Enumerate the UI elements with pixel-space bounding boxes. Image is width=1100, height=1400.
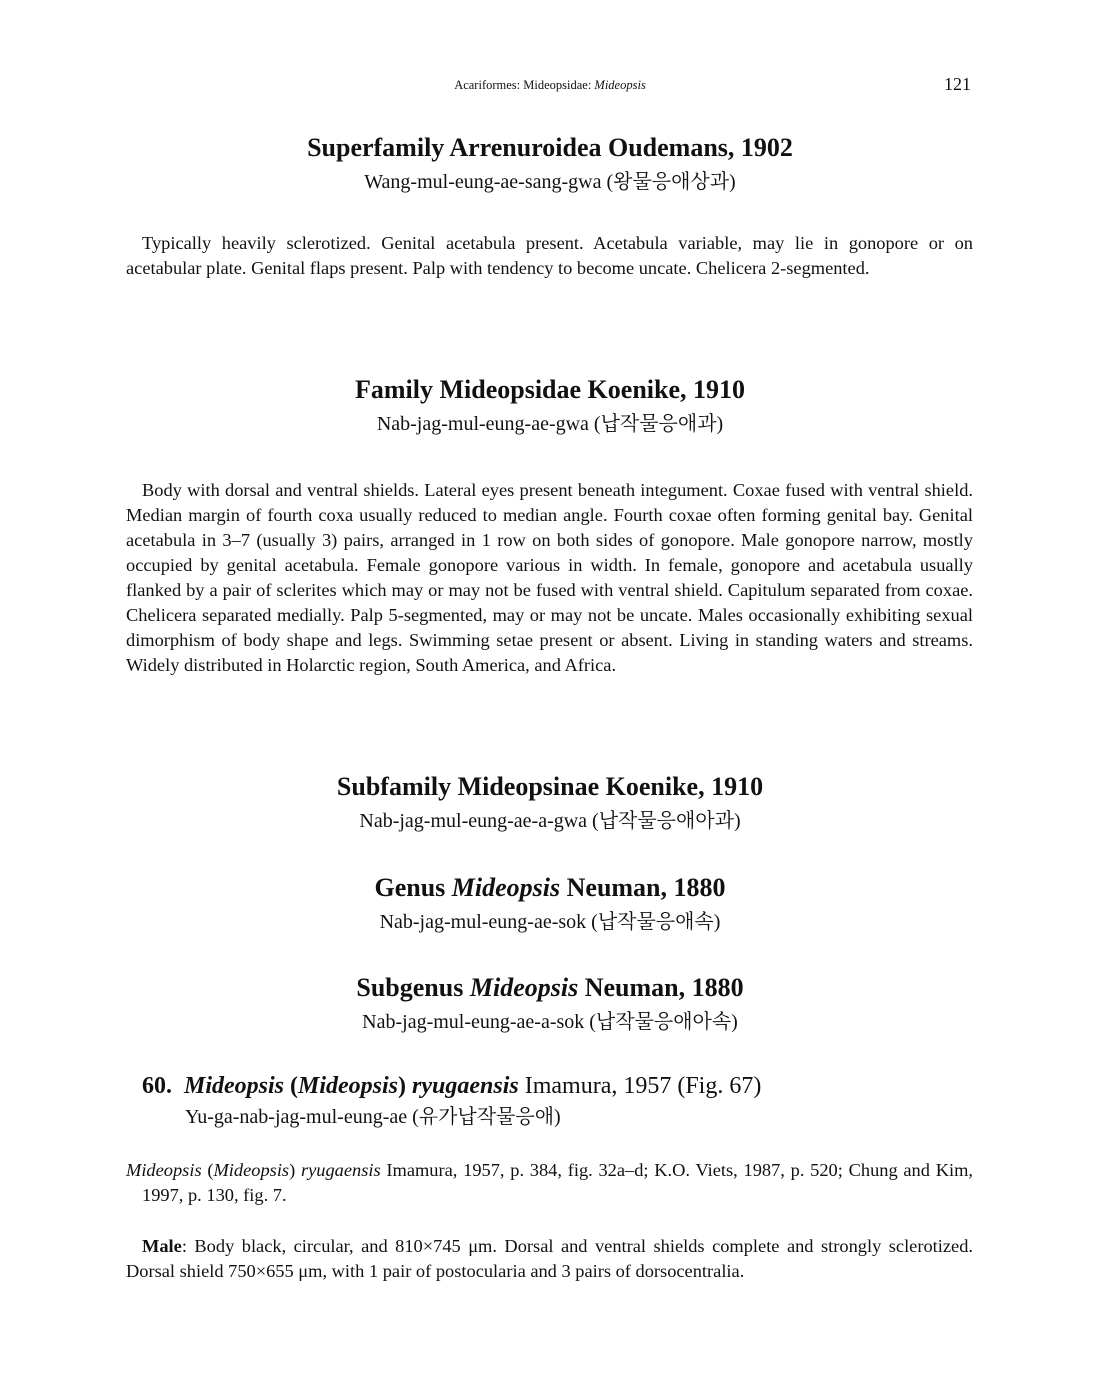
subfamily-romanized: Nab-jag-mul-eung-ae-a-gwa (납작물응애아과) — [359, 810, 741, 832]
genus-prefix: Genus — [374, 873, 452, 902]
superfamily-romanized: Wang-mul-eung-ae-sang-gwa (왕물응애상과) — [364, 171, 736, 193]
subgenus-prefix: Subgenus — [356, 973, 470, 1002]
male-label: Male — [142, 1236, 182, 1256]
species-subgenus: Mideopsis — [298, 1073, 399, 1099]
subgenus-name: Mideopsis — [469, 973, 579, 1002]
male-text: : Body black, circular, and 810×745 μm. Dorsal and ventral shields complete and strongly sclerotized. Dorsal shield 750×655 μm, with 1 pair of postocularia and 3 pairs of dorsocentralia. — [126, 1236, 973, 1281]
synonymy-citation: Mideopsis (Mideopsis) ryugaensis Imamura, 1957, p. 384, fig. 32a–d; K.O. Viets, 1987, p. 520; Chung and Kim, 1997, p. 130, fig. 7. — [126, 1160, 973, 1205]
male-description — [126, 1234, 973, 1284]
species-authority: Imamura, 1957 (Fig. 67) — [518, 1073, 762, 1099]
superfamily-description — [126, 231, 973, 281]
superfamily-heading: Superfamily Arrenuroidea Oudemans, 1902 — [307, 133, 793, 162]
subgenus-authority: Neuman, 1880 — [578, 973, 744, 1002]
superfamily-section — [0, 132, 1100, 196]
subfamily-section — [0, 771, 1100, 835]
species-romanized: Yu-ga-nab-jag-mul-eung-ae (유가납작물응애) — [185, 1106, 561, 1128]
species-heading — [142, 1071, 982, 1101]
family-romanized: Nab-jag-mul-eung-ae-gwa (납작물응애과) — [376, 413, 724, 435]
family-heading: Family Mideopsidae Koenike, 1910 — [355, 375, 745, 404]
subgenus-romanized: Nab-jag-mul-eung-ae-a-sok (납작물응애아속) — [362, 1011, 738, 1033]
subgenus-section — [0, 972, 1100, 1036]
family-description — [126, 478, 973, 678]
species-open-paren: ( — [290, 1073, 299, 1099]
subfamily-heading: Subfamily Mideopsinae Koenike, 1910 — [336, 772, 764, 801]
genus-heading — [0, 872, 1100, 904]
citation-epithet: ryugaensis — [300, 1160, 381, 1180]
family-description-text: Body with dorsal and ventral shields. Lateral eyes present beneath integument. Coxae fused with ventral shield. Median margin of fourth coxa usually reduced to median angle. Fourth coxae often forming genital bay. Genital acetabula in 3–7 (usually 3) pairs, arranged in 1 row on both sides of gonopore. Male gonopore narrow, mostly occupied by genital acetabula. Female gonopore various in width. In female, gonopore and acetabula usually flanked by a pair of sclerites which may or may not be fused with ventral shield. Capitulum separated from coxae. Chelicera separated medially. Palp 5-segmented, may or may not be uncate. Males occasionally exhibiting sexual dimorphism of body shape and legs. Swimming setae present or absent. Living in standing waters and streams. Widely distributed in Holarctic region, South America, and Africa. — [126, 480, 973, 675]
family-section — [0, 374, 1100, 438]
subgenus-heading — [0, 972, 1100, 1004]
citation-subgenus: Mideopsis — [213, 1160, 290, 1180]
superfamily-description-text: Typically heavily sclerotized. Genital acetabula present. Acetabula variable, may lie in gonopore or on acetabular plate. Genital flaps present. Palp with tendency to become uncate. Chelicera 2-segmented. — [126, 233, 973, 278]
species-close-paren: ) — [398, 1073, 407, 1099]
running-head — [0, 78, 1100, 93]
species-section — [142, 1071, 982, 1131]
citation-genus: Mideopsis — [126, 1160, 202, 1180]
genus-authority: Neuman, 1880 — [560, 873, 726, 902]
page-number: 121 — [944, 74, 971, 94]
genus-name: Mideopsis — [451, 873, 561, 902]
species-genus: Mideopsis — [184, 1073, 285, 1099]
male-description-text — [126, 1234, 973, 1284]
citation-text: Imamura, 1957, p. 384, fig. 32a–d; K.O. Viets, 1987, p. 520; Chung and Kim, 1997, p. 130, fig. 7. — [142, 1160, 973, 1205]
running-head-genus: Mideopsis — [594, 78, 646, 92]
genus-romanized: Nab-jag-mul-eung-ae-sok (납작물응애속) — [379, 911, 721, 933]
species-epithet: ryugaensis — [412, 1073, 519, 1099]
genus-section — [0, 872, 1100, 936]
running-head-text: Acariformes: Mideopsidae: — [454, 78, 595, 92]
species-number: 60. — [142, 1073, 172, 1099]
